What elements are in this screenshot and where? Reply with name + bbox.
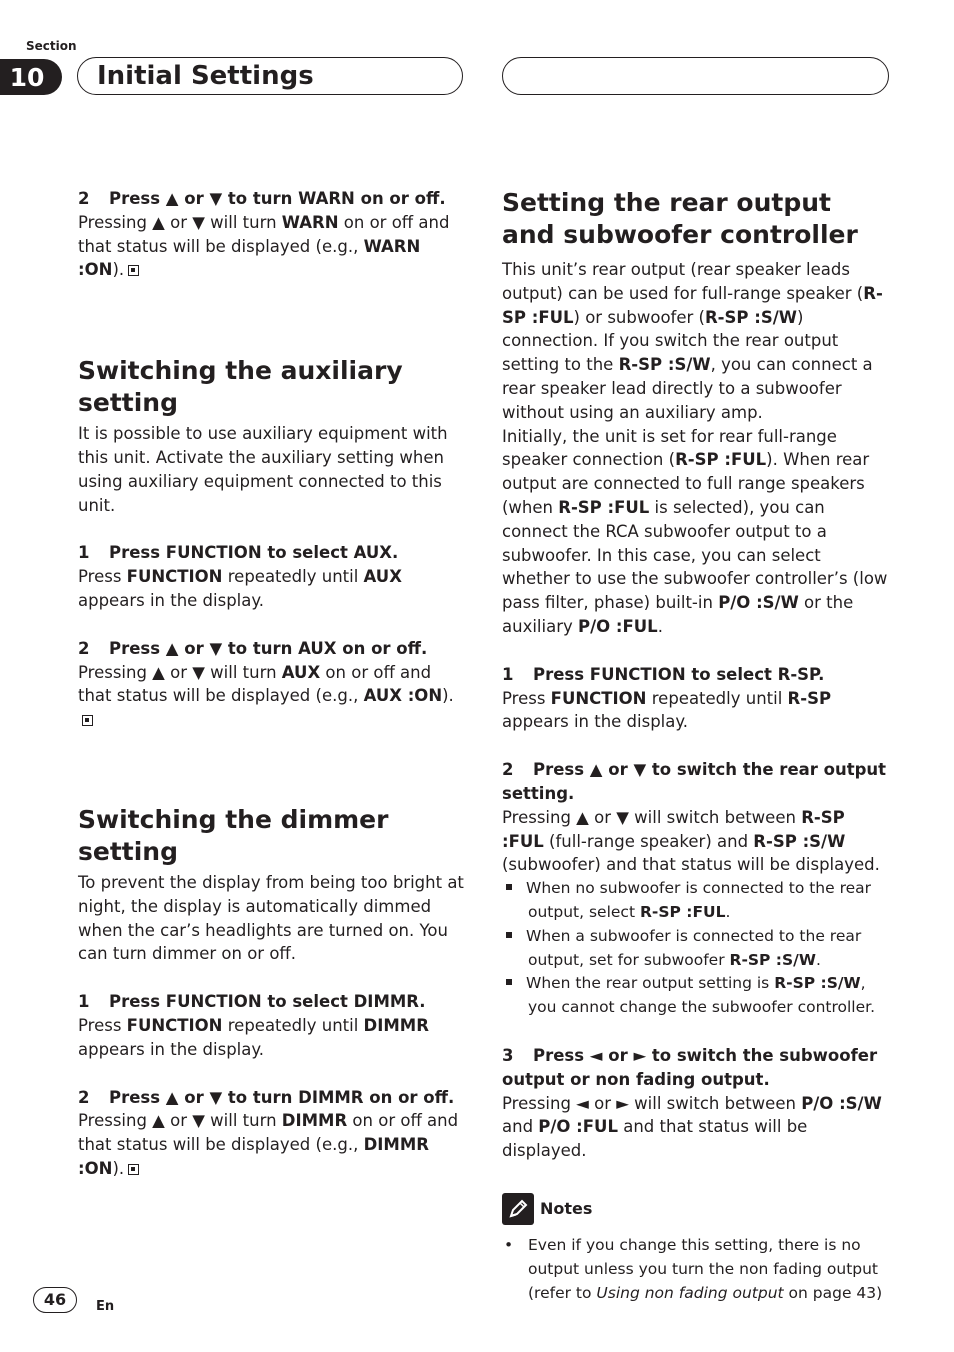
- language-label: En: [96, 1299, 115, 1314]
- header-empty-pill: [502, 57, 889, 95]
- po-step-3-body: Pressing ◄ or ► will switch between P/O :S/W and P/O :FUL and that status will be displayed.: [502, 1093, 882, 1161]
- rsp-step-1-body: Press FUNCTION repeatedly until R-SP appears in the display.: [502, 688, 832, 732]
- dimmer-step-1: 1 Press FUNCTION to select DIMMR.: [78, 992, 426, 1012]
- left-column: [78, 187, 468, 1181]
- dimmer-heading: Switching the dimmer setting: [78, 804, 389, 866]
- dimmer-intro: To prevent the display from being too bright at night, the display is automatically dimmed when the car’s headlights are turned on. You can turn dimmer on or off.: [78, 872, 464, 964]
- rsp-step-2: 2 Press ▲ or ▼ to switch the rear output setting.: [502, 760, 887, 803]
- rsp-bullet-2: When a subwoofer is connected to the rear output, set for subwoofer R-SP :S/W.: [502, 925, 892, 973]
- aux-step-2-body: Pressing ▲ or ▼ will turn AUX on or off and that status will be displayed (e.g., AUX :ON).: [78, 661, 468, 732]
- square-bullet-icon: [506, 979, 512, 985]
- square-bullet-icon: [506, 884, 512, 890]
- aux-heading: Switching the auxiliary setting: [78, 356, 403, 418]
- note-item: • Even if you change this setting, there is no output unless you turn the non fading output (refer to Using non fading output on page 43): [502, 1233, 892, 1305]
- rear-output-intro-2: Initially, the unit is set for rear full-range speaker connection (R-SP :FUL). When rear output are connected to full range speakers (when R-SP :FUL is selected), you can connect the RCA subwoofer output to a subwoofer. In this case, you can select whether to use the subwoofer controller’s (low pass filter, phase) built-in P/O :S/W or the auxiliary P/O :FUL.: [502, 426, 888, 636]
- end-mark-icon: [128, 265, 139, 276]
- section-title: Initial Settings: [77, 57, 463, 95]
- end-mark-icon: [128, 1164, 139, 1175]
- dimmer-step-2: 2 Press ▲ or ▼ to turn DIMMR on or off.: [78, 1087, 455, 1107]
- rsp-bullet-1: When no subwoofer is connected to the rear output, select R-SP :FUL.: [502, 877, 892, 925]
- dimmer-step-1-body: Press FUNCTION repeatedly until DIMMR appears in the display.: [78, 1015, 429, 1059]
- rsp-bullet-3: When the rear output setting is R-SP :S/W, you cannot change the subwoofer controller.: [502, 972, 892, 1020]
- warn-step-2-body: Pressing ▲ or ▼ will turn WARN on or off and that status will be displayed (e.g., WARN :ON).: [78, 212, 450, 280]
- square-bullet-icon: [506, 932, 512, 938]
- notes-heading: Notes: [540, 1198, 593, 1218]
- rear-output-heading: Setting the rear output and subwoofer controller: [502, 188, 858, 249]
- aux-step-2: 2 Press ▲ or ▼ to turn AUX on or off.: [78, 638, 428, 658]
- aux-intro: It is possible to use auxiliary equipment with this unit. Activate the auxiliary setting when using auxiliary equipment connected to this unit.: [78, 424, 448, 515]
- pencil-note-icon: [502, 1193, 534, 1225]
- note-bullet: •: [504, 1235, 514, 1254]
- rear-output-intro: This unit’s rear output (rear speaker leads output) can be used for full-range speaker (R-SP :FUL) or subwoofer (R-SP :S/W) connection. If you switch the rear output setting to the R-SP :S/W, you can connect a rear speaker lead directly to a subwoofer without using an auxiliary amp.: [502, 260, 883, 422]
- right-column: [502, 187, 892, 1305]
- end-mark-icon: [82, 715, 93, 726]
- rsp-step-2-body: Pressing ▲ or ▼ will switch between R-SP :FUL (full-range speaker) and R-SP :S/W (subwoofer) and that status will be displayed.: [502, 807, 880, 875]
- aux-step-1: 1 Press FUNCTION to select AUX.: [78, 543, 399, 563]
- warn-step-2: 2 Press ▲ or ▼ to turn WARN on or off.: [78, 189, 446, 208]
- page-number: 46: [33, 1287, 77, 1313]
- dimmer-step-2-body: Pressing ▲ or ▼ will turn DIMMR on or off and that status will be displayed (e.g., DIMMR :ON).: [78, 1111, 459, 1178]
- po-step-3: 3 Press ◄ or ► to switch the subwoofer output or non fading output.: [502, 1045, 878, 1089]
- aux-step-1-body: Press FUNCTION repeatedly until AUX appears in the display.: [78, 567, 402, 610]
- notes-header: [502, 1193, 892, 1225]
- section-label: Section: [26, 39, 77, 53]
- section-number-badge: 10: [0, 59, 62, 95]
- rsp-step-1: 1 Press FUNCTION to select R-SP.: [502, 664, 825, 684]
